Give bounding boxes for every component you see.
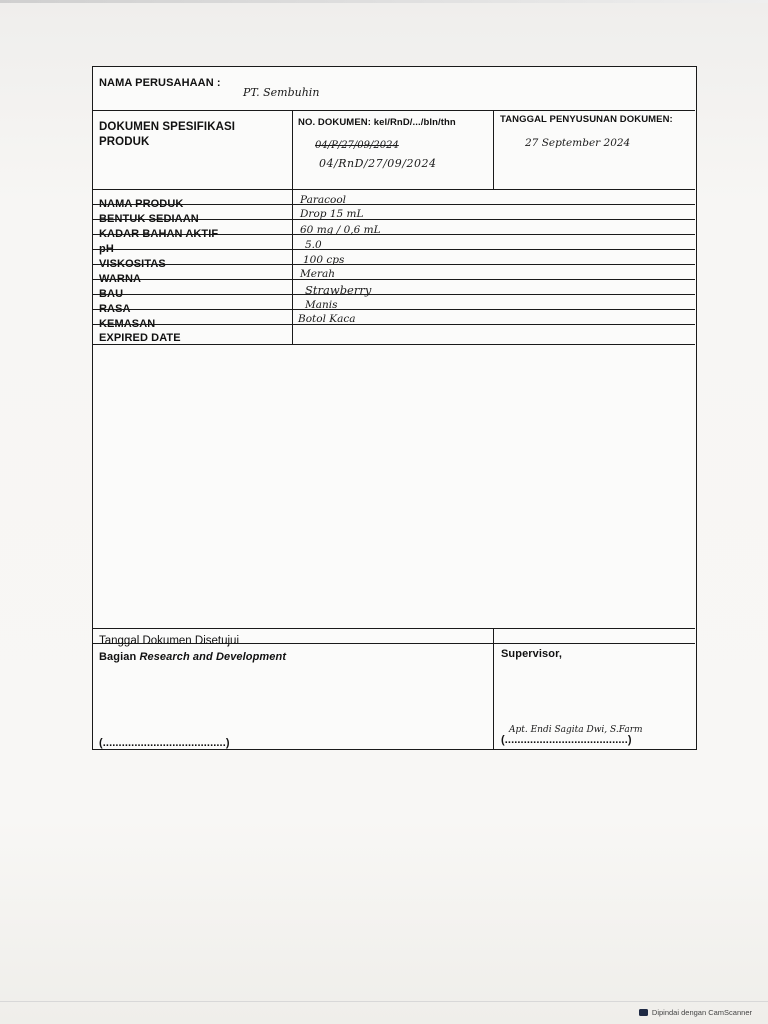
spec-value: Paracool — [300, 194, 347, 206]
spec-label: EXPIRED DATE — [99, 332, 181, 344]
rnd-label — [99, 651, 286, 663]
divider — [93, 294, 695, 295]
doc-title-line1: DOKUMEN SPESIFIKASI — [99, 121, 236, 133]
spec-label: KADAR BAHAN AKTIF — [99, 228, 219, 240]
spec-label: KEMASAN — [99, 318, 156, 330]
supervisor-label: Supervisor, — [501, 648, 563, 660]
divider — [93, 643, 695, 644]
divider — [93, 234, 695, 235]
rnd-signature-line: (.......................................) — [99, 737, 230, 749]
divider — [93, 219, 695, 220]
spec-value: Strawberry — [305, 283, 372, 297]
divider — [493, 628, 494, 749]
divider — [292, 110, 293, 189]
approved-date-label: Tanggal Dokumen Disetujui — [99, 635, 239, 647]
spec-value: 100 cps — [303, 254, 345, 266]
company-label: NAMA PERUSAHAAN : — [99, 77, 221, 89]
divider — [93, 344, 695, 345]
spec-value: Botol Kaca — [298, 313, 356, 325]
divider — [93, 189, 695, 190]
supervisor-name: Apt. Endi Sagita Dwi, S.Farm — [509, 725, 643, 735]
spec-value: 60 mg / 0,6 mL — [300, 224, 381, 236]
divider — [93, 110, 695, 111]
camscanner-icon — [639, 1009, 648, 1016]
company-value: PT. Sembuhin — [243, 86, 320, 99]
doc-title-line2: PRODUK — [99, 136, 150, 148]
divider — [93, 309, 695, 310]
scan-top-edge — [0, 0, 768, 3]
divider — [93, 249, 695, 250]
spec-value: 5.0 — [305, 239, 322, 251]
divider — [93, 264, 695, 265]
rnd-italic: Research and Development — [139, 651, 287, 663]
spec-label: NAMA PRODUK — [99, 198, 184, 210]
doc-no-struck: 04/P/27/09/2024 — [315, 140, 399, 151]
spec-label: WARNA — [99, 273, 142, 285]
doc-no-value: 04/RnD/27/09/2024 — [319, 157, 437, 170]
divider — [93, 204, 695, 205]
divider — [93, 279, 695, 280]
date-label: TANGGAL PENYUSUNAN DOKUMEN: — [500, 114, 673, 125]
divider — [93, 628, 695, 629]
doc-no-label: NO. DOKUMEN: kel/RnD/.../bln/thn — [298, 117, 456, 128]
spec-label: pH — [99, 243, 114, 255]
spec-label: BENTUK SEDIAAN — [99, 213, 199, 225]
spec-label: BAU — [99, 288, 124, 300]
rnd-prefix: Bagian — [99, 651, 140, 663]
scanner-text: Dipindai dengan CamScanner — [651, 1008, 752, 1017]
divider — [292, 189, 293, 344]
date-value: 27 September 2024 — [525, 137, 631, 149]
divider — [93, 324, 695, 325]
scanner-watermark — [639, 1008, 752, 1017]
supervisor-dots: (.......................................) — [501, 734, 632, 746]
divider — [493, 110, 494, 189]
spec-label: VISKOSITAS — [99, 258, 166, 270]
spec-label: RASA — [99, 303, 131, 315]
spec-value: Merah — [300, 268, 336, 280]
spec-value: Manis — [305, 299, 338, 311]
scan-bottom-edge — [0, 1001, 768, 1002]
spec-value: Drop 15 mL — [300, 208, 364, 220]
specification-form — [92, 66, 697, 750]
